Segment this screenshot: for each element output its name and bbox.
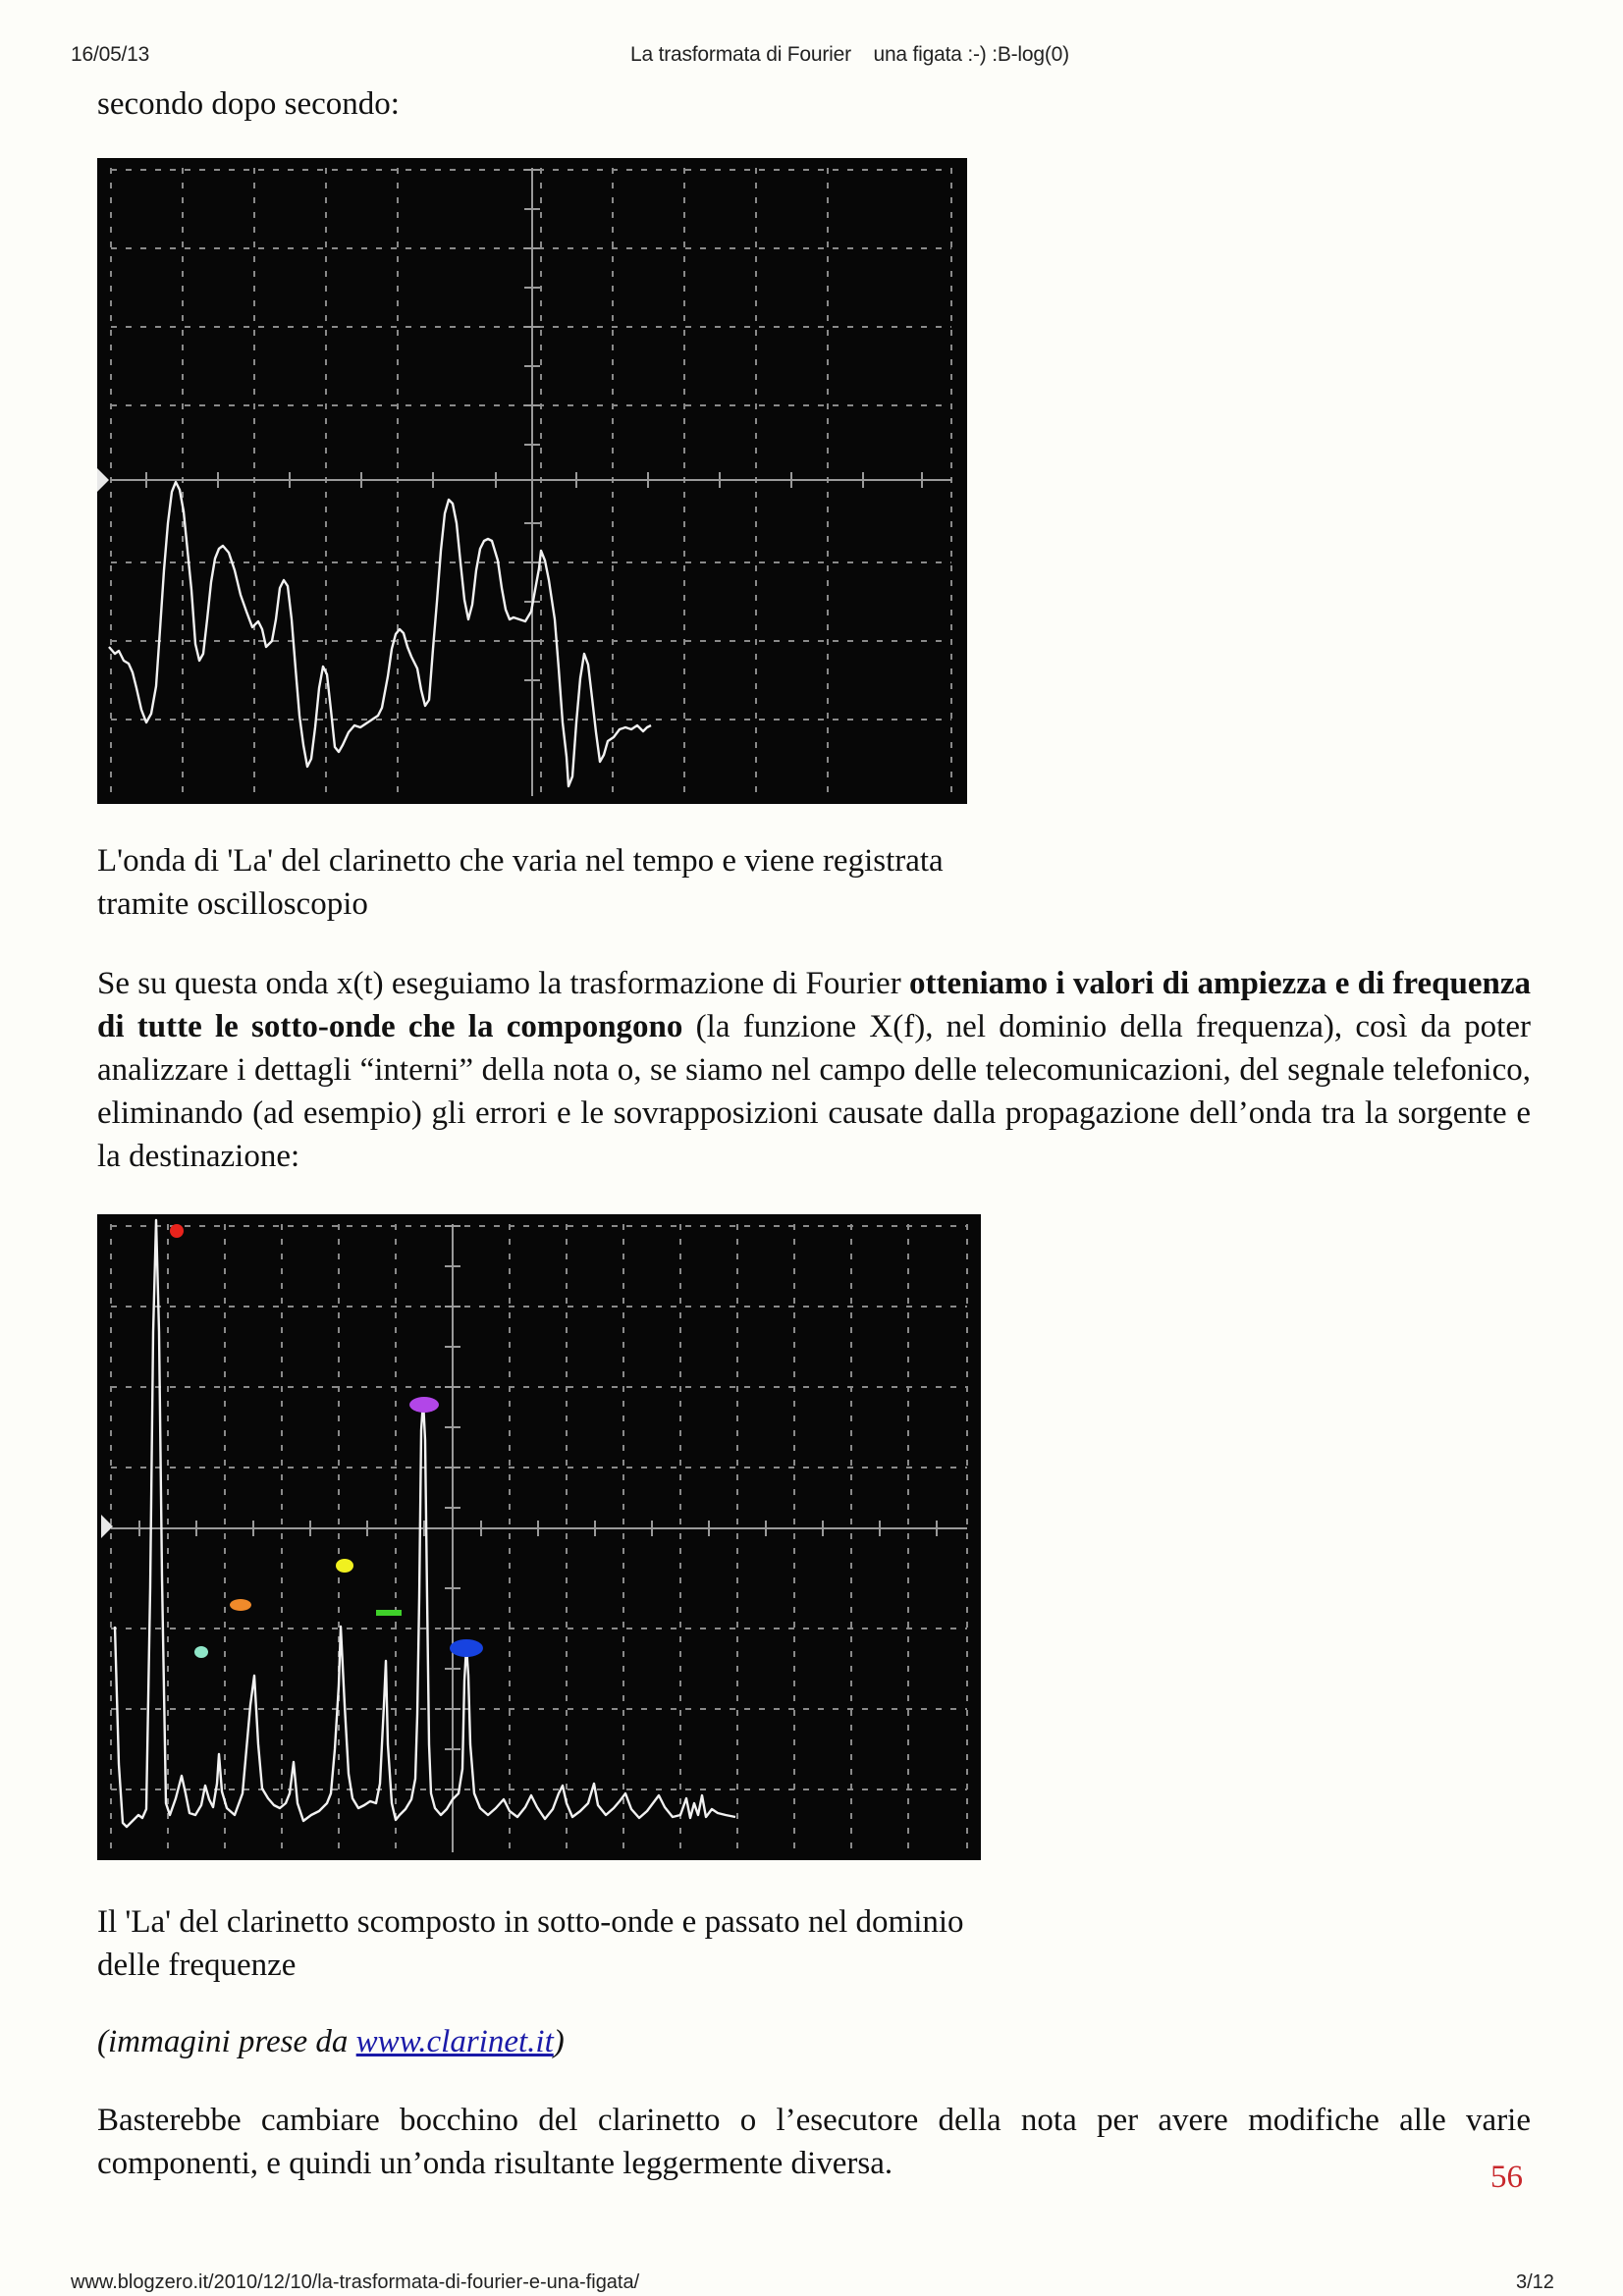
marker-teal <box>194 1646 208 1658</box>
frequency-spectrum-image <box>97 1214 981 1860</box>
caption-spectrum-line1: Il 'La' del clarinetto scomposto in sotto-onde e passato nel dominio <box>97 1904 964 1940</box>
page-number: 56 <box>1490 2160 1523 2195</box>
footer-url: www.blogzero.it/2010/12/10/la-trasformata-di-fourier-e-una-figata/ <box>71 2271 640 2293</box>
fourier-paragraph <box>97 962 1531 1178</box>
header-title: La trasformata di Fourier una figata :-) :B-log(0) <box>630 43 1069 66</box>
marker-green <box>376 1610 402 1616</box>
clarinet-site-link[interactable]: www.clarinet.it <box>355 2024 554 2059</box>
image-credit-before: (immagini prese da <box>97 2024 356 2059</box>
marker-red <box>170 1224 184 1238</box>
marker-orange <box>230 1599 251 1611</box>
marker-blue <box>450 1639 483 1657</box>
image-credit <box>97 2020 565 2063</box>
caption-waveform-line1: L'onda di 'La' del clarinetto che varia nel tempo e viene registrata <box>97 843 944 879</box>
marker-violet <box>409 1397 439 1413</box>
footer-page-count: 3/12 <box>1516 2271 1554 2293</box>
fourier-paragraph-bold: otteniamo i valori di ampiezza e di frequenza di tutte le sotto-onde che la compongono <box>97 966 1531 1044</box>
closing-paragraph: Basterebbe cambiare bocchino del clarinetto o l’esecutore della nota per avere modifiche alle varie componenti, e quindi un’onda risultante leggermente diversa. <box>97 2103 1531 2181</box>
header-date: 16/05/13 <box>71 43 150 66</box>
intro-text: secondo dopo secondo: <box>97 86 400 122</box>
caption-spectrum-line2: delle frequenze <box>97 1948 297 1983</box>
fourier-paragraph-part2: (la funzione X(f), nel dominio della frequenza), così da poter analizzare i dettagli “interni” della nota o, se siamo nel campo delle telecomunicazioni, del segnale telefonico, eliminando (ad esempio) gli errori e le sovrapposizioni causate dalla propagazione dell’onda tra la sorgente e la destinazione: <box>97 1009 1531 1174</box>
image-credit-after: ) <box>553 2024 565 2059</box>
spectrum-markers <box>170 1224 483 1658</box>
caption-waveform-line2: tramite oscilloscopio <box>97 886 368 922</box>
marker-yellow <box>336 1559 353 1573</box>
fourier-paragraph-part1: Se su questa onda x(t) eseguiamo la trasformazione di Fourier <box>97 966 909 1001</box>
oscilloscope-waveform-image <box>97 158 967 804</box>
